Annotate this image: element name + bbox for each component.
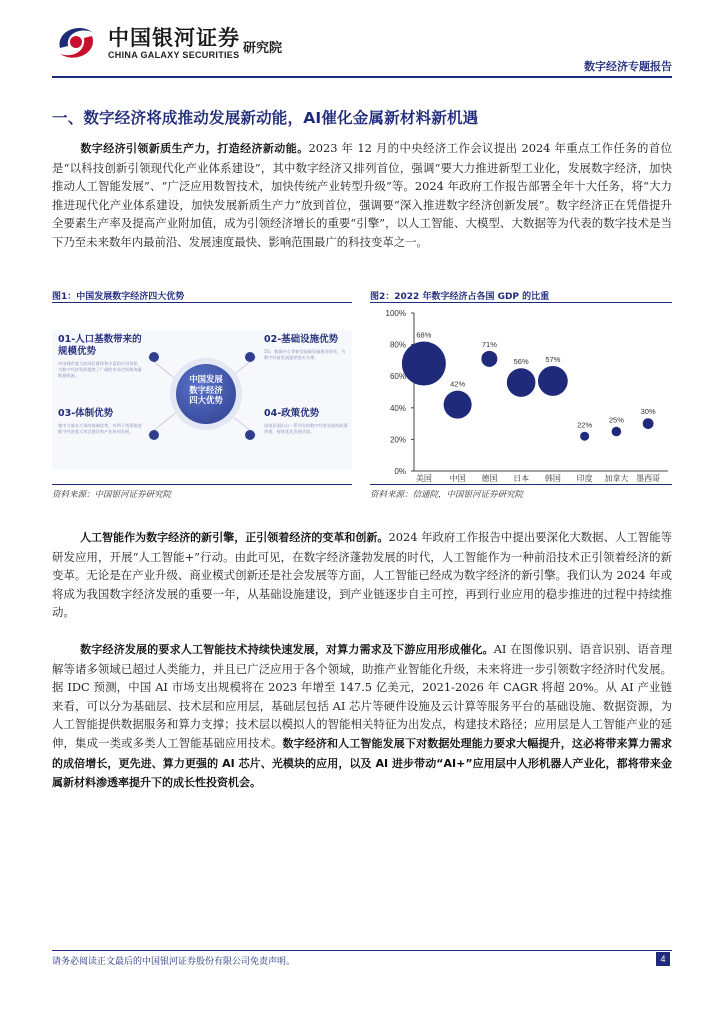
advantage-desc: 5G、数据中心等新型基础设施建设领先，为数字经济发展提供坚实支撑。 — [264, 349, 346, 360]
center-line: 数字经济 — [189, 384, 223, 395]
paragraph-computing-power — [52, 640, 672, 793]
data-label: 57% — [545, 355, 561, 365]
page-header — [0, 0, 724, 80]
x-tick-label: 美国 — [415, 474, 432, 483]
report-type: 数字经济专题报告 — [584, 60, 672, 73]
figure-1-rule — [52, 302, 352, 303]
advantage-desc: 中国拥有庞大的网民群体和丰富的应用场景，为数字经济发展提供了广阔的市场空间和海量数据资源。 — [58, 361, 142, 378]
y-tick-label: 80% — [389, 340, 406, 350]
paragraph-lead: 数字经济发展的要求人工智能技术持续快速发展，对算力需求及下游应用形成催化。 — [80, 643, 494, 656]
advantage-title: 04-政策优势 — [264, 408, 320, 419]
figure-2-title: 图2：2022 年数字经济占各国 GDP 的比重 — [370, 292, 550, 302]
advantage-item-3 — [58, 408, 144, 435]
y-tick-label: 60% — [389, 372, 406, 382]
bubble-美国 — [402, 342, 446, 386]
data-label: 25% — [608, 415, 624, 425]
data-label: 71% — [481, 339, 497, 349]
advantage-badge-icon — [149, 430, 159, 440]
x-tick-label: 加拿大 — [604, 474, 629, 483]
advantage-item-4 — [264, 408, 348, 435]
x-tick-label: 日本 — [513, 474, 530, 483]
brand-name-en: CHINA GALAXY SECURITIES — [108, 50, 240, 60]
data-label: 68% — [416, 330, 432, 340]
footer-disclaimer: 请务必阅读正文最后的中国银河证券股份有限公司免责声明。 — [52, 957, 296, 967]
paragraph-lead: 人工智能作为数字经济的新引擎，正引领着经济的变革和创新。 — [80, 531, 389, 544]
x-tick-label: 墨西哥 — [636, 474, 661, 483]
data-label: 30% — [640, 407, 656, 417]
y-tick-label: 0% — [394, 467, 406, 476]
figure-1-source: 资料来源：中国银河证券研究院 — [52, 490, 172, 500]
paragraph-conclusion: 数字经济和人工智能发展下对数据处理能力要求大幅提升，这必将带来算力需求的成倍增长，更先进、算力更强的 AI 芯片、光模块的应用，以及 AI 进步带动“AI+”应用层中人形机器人产业化，都将带来金属新材料渗透率提升下的成长性投资机会。 — [52, 736, 672, 790]
advantage-title: 03-体制优势 — [58, 408, 114, 419]
bubble-日本 — [507, 368, 536, 397]
x-tick-label: 中国 — [449, 474, 466, 483]
bubble-德国 — [481, 351, 497, 367]
figure-2-chart — [370, 305, 672, 483]
x-tick-label: 印度 — [576, 474, 593, 483]
figure-2-source: 资料来源：信通院，中国银河证券研究院 — [370, 490, 524, 500]
center-line: 四大优势 — [189, 395, 223, 405]
page-number: 4 — [656, 952, 670, 966]
y-tick-label: 100% — [385, 309, 406, 318]
diagram-center — [176, 364, 236, 424]
data-label: 42% — [450, 379, 466, 389]
advantage-item-2 — [264, 334, 348, 361]
paragraph-body: AI 在图像识别、语音识别、语音理解等诸多领域已超过人类能力，并且已广泛应用于各个领域，助推产业智能化升级，未来将进一步引领数字经济时代发展。据 IDC 预测，中国 AI 市场支出规模将在 2023 年增至 147.5 亿美元，2021-2026 年 CAGR 将超 20%。从 AI 产业链来看，可以分为基础层、技术层和应用层，基础层包括 AI 芯片等硬件设施及云计算等服务平台的基础设施、数据资源，为人工智能提供数据服务和算力支撑；技术层以模拟人的智能相关特征为出发点，构建技术路径；应用层是人工智能产业的延伸，集成一类或多类人工智能基础应用技术。 — [52, 642, 672, 750]
data-label: 22% — [577, 420, 593, 430]
x-tick-label: 德国 — [481, 474, 498, 483]
advantage-title: 01-人口基数带来的规模优势 — [58, 334, 142, 357]
paragraph-body: 2024 年政府工作报告中提出要深化大数据、人工智能等研发应用，开展“人工智能+”行动。由此可见，在数字经济蓬勃发展的时代，人工智能作为一种前沿技术正引领着经济的新变革。无论是在产业升级、商业模式创新还是社会发展等方面，人工智能已经成为数字经济的新引擎。我们认为 2024 年或将成为我国数字经济发展的重要一年，从基础设施建设，到产业链逐步自主可控，再到行业应用的稳步推进的过程中持续推动。 — [52, 530, 672, 620]
figure-2-bottom-rule — [370, 484, 672, 485]
figure-1-bottom-rule — [52, 484, 352, 485]
galaxy-logo-icon — [52, 18, 100, 66]
figure-2-rule — [370, 302, 672, 303]
paragraph-lead: 数字经济引领新质生产力，打造经济新动能。 — [80, 142, 309, 155]
advantage-title: 02-基础设施优势 — [264, 334, 339, 345]
figure-1-title: 图1：中国发展数字经济四大优势 — [52, 292, 185, 302]
advantage-desc: 国家层面出台一系列支持数字经济发展的政策举措，持续优化发展环境。 — [264, 423, 348, 434]
advantage-badge-icon — [245, 430, 255, 440]
brand-subtitle: 研究院 — [243, 41, 283, 56]
figure-1-diagram — [52, 330, 352, 470]
y-tick-label: 40% — [389, 403, 406, 413]
advantage-item-1 — [58, 334, 144, 379]
bubble-墨西哥 — [643, 418, 654, 429]
bubble-中国 — [444, 391, 472, 419]
section-title: 一、数字经济将成推动发展新动能，AI催化金属新材料新机遇 — [52, 109, 479, 127]
header-divider — [52, 76, 672, 78]
footer-divider — [52, 950, 672, 951]
paragraph-body: 2023 年 12 月的中央经济工作会议提出 2024 年重点工作任务的首位是“以科技创新引领现代化产业体系建设”，其中数字经济又排列首位，强调“要大力推进新型工业化，发展数字经济，加快推动人工智能发展”、“广泛应用数智技术，加快传统产业转型升级”等。2024 年政府工作报告部署全年十大任务，将“大力推进现代化产业体系建设，加快发展新质生产力”放到首位，强调要“深入推进数字经济创新发展”。数字经济正在凭借提升全要素生产率及提高产业附加值，成为引领经济增长的重要“引擎”，以人工智能、大模型、大数据等为代表的数字技术是当下乃至未来数年内最前沿、发展速度最快、影响范围最广的科技变革之一。 — [52, 141, 673, 249]
paragraph-digital-economy — [52, 139, 672, 252]
brand-name-cn: 中国银河证券 — [108, 26, 240, 50]
paragraph-ai-engine — [52, 528, 672, 622]
advantage-desc: 集中力量办大事的体制优势，有利于统筹推进数字经济重大项目建设和产业协同发展。 — [58, 423, 142, 434]
bubble-印度 — [580, 432, 589, 441]
center-line: 中国发展 — [189, 374, 223, 384]
advantage-badge-icon — [149, 352, 159, 362]
advantage-badge-icon — [245, 352, 255, 362]
y-tick-label: 20% — [389, 435, 406, 445]
data-label: 56% — [513, 357, 529, 367]
bubble-加拿大 — [612, 427, 622, 437]
x-tick-label: 韩国 — [544, 474, 561, 483]
bubble-韩国 — [538, 366, 568, 396]
